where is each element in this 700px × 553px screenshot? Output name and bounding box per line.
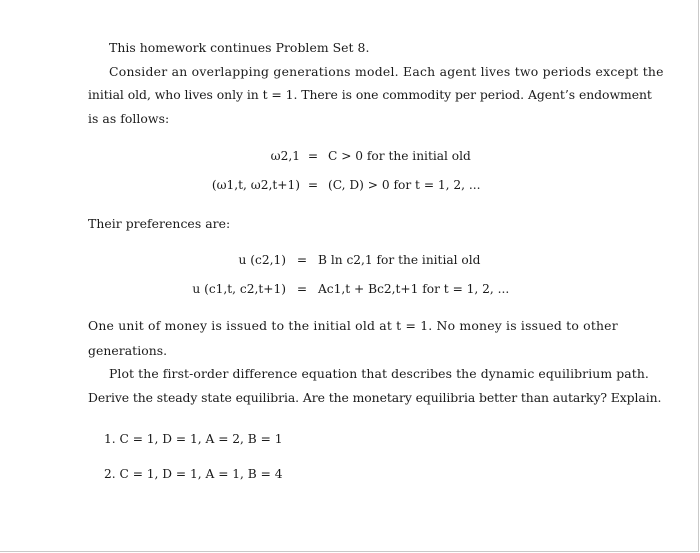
intro-line-3: initial old, who lives only in t = 1. There is one commodity per period. Agent’s endowment	[88, 87, 652, 102]
endowment-row-2-equals: =	[307, 178, 319, 192]
preferences-row-1-rhs: B ln c2,1 for the initial old	[318, 253, 481, 267]
preferences-row-1-lhs: u (c2,1)	[238, 253, 286, 267]
intro-line-2: Consider an overlapping generations model. Each agent lives two periods except the	[109, 64, 664, 79]
task-line-1: Plot the first-order difference equation that describes the dynamic equilibrium path.	[109, 366, 649, 381]
endowment-row-1-lhs: ω2,1	[270, 149, 300, 163]
endowment-row-1-equals: =	[307, 149, 319, 163]
case-item-2: 2. C = 1, D = 1, A = 1, B = 4	[104, 467, 283, 481]
intro-line-4: is as follows:	[88, 111, 170, 126]
preferences-row-2-lhs: u (c1,t, c2,t+1)	[192, 282, 286, 296]
endowment-row-1-rhs: C > 0 for the initial old	[328, 149, 471, 163]
case-item-1: 1. C = 1, D = 1, A = 2, B = 1	[104, 432, 283, 446]
preferences-row-1-equals: =	[296, 253, 308, 267]
endowment-row-2-rhs: (C, D) > 0 for t = 1, 2, ...	[328, 178, 481, 192]
preferences-heading: Their preferences are:	[88, 216, 231, 231]
endowment-row-2-lhs: (ω1,t, ω2,t+1)	[211, 178, 300, 192]
money-line-1: One unit of money is issued to the initial old at t = 1. No money is issued to other	[88, 318, 618, 333]
task-line-2: Derive the steady state equilibria. Are the monetary equilibria better than autarky? Explain.	[88, 390, 662, 405]
intro-line-1: This homework continues Problem Set 8.	[109, 40, 370, 55]
money-line-2: generations.	[88, 343, 168, 358]
preferences-row-2-rhs: Ac1,t + Bc2,t+1 for t = 1, 2, ...	[318, 282, 510, 296]
preferences-row-2-equals: =	[296, 282, 308, 296]
